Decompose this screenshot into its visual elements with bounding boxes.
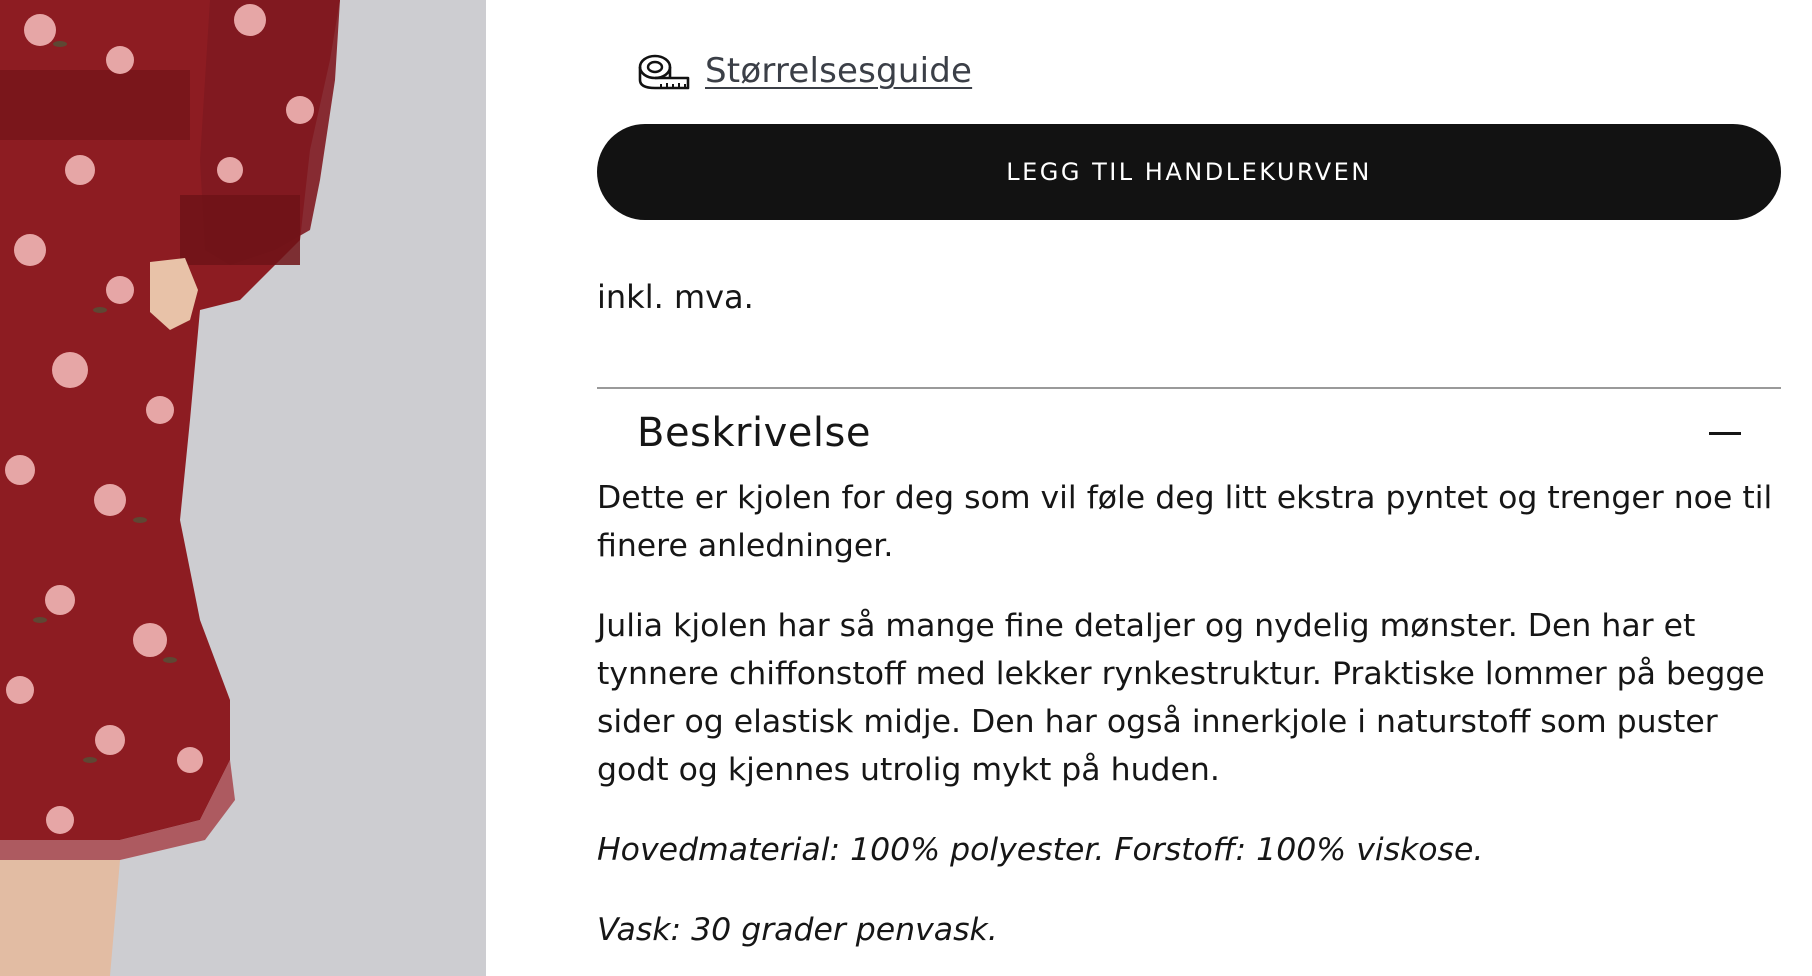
add-to-cart-button[interactable]: LEGG TIL HANDLEKURVEN [597,124,1781,220]
washing-info: Vask: 30 grader penvask. [597,912,998,948]
material-info: Hovedmaterial: 100% polyester. Forstoff: 100% viskose. [597,832,1484,868]
minus-icon[interactable] [1709,432,1741,435]
vat-note: inkl. mva. [597,278,754,316]
dress-photo [0,0,486,976]
description-body [597,474,1781,976]
product-image[interactable] [0,0,486,976]
size-guide-label: Størrelsesguide [705,51,973,91]
measuring-tape-icon [637,50,691,92]
description-paragraph: Julia kjolen har så mange fine detaljer og nydelig mønster. Den har et tynnere chiffonstoff med lekker rynkestruktur. Praktiske lommer på begge sider og elastisk midje. Den har også innerkjole i naturstoff som puster godt og kjennes utrolig mykt på huden. [597,608,1765,788]
description-paragraph: Dette er kjolen for deg som vil føle deg litt ekstra pyntet og trenger noe til finere anledninger. [597,480,1773,564]
divider [597,387,1781,389]
description-accordion-header[interactable] [597,400,1781,470]
product-info [597,0,1781,976]
size-guide-link[interactable] [637,50,972,92]
description-title: Beskrivelse [637,410,871,456]
